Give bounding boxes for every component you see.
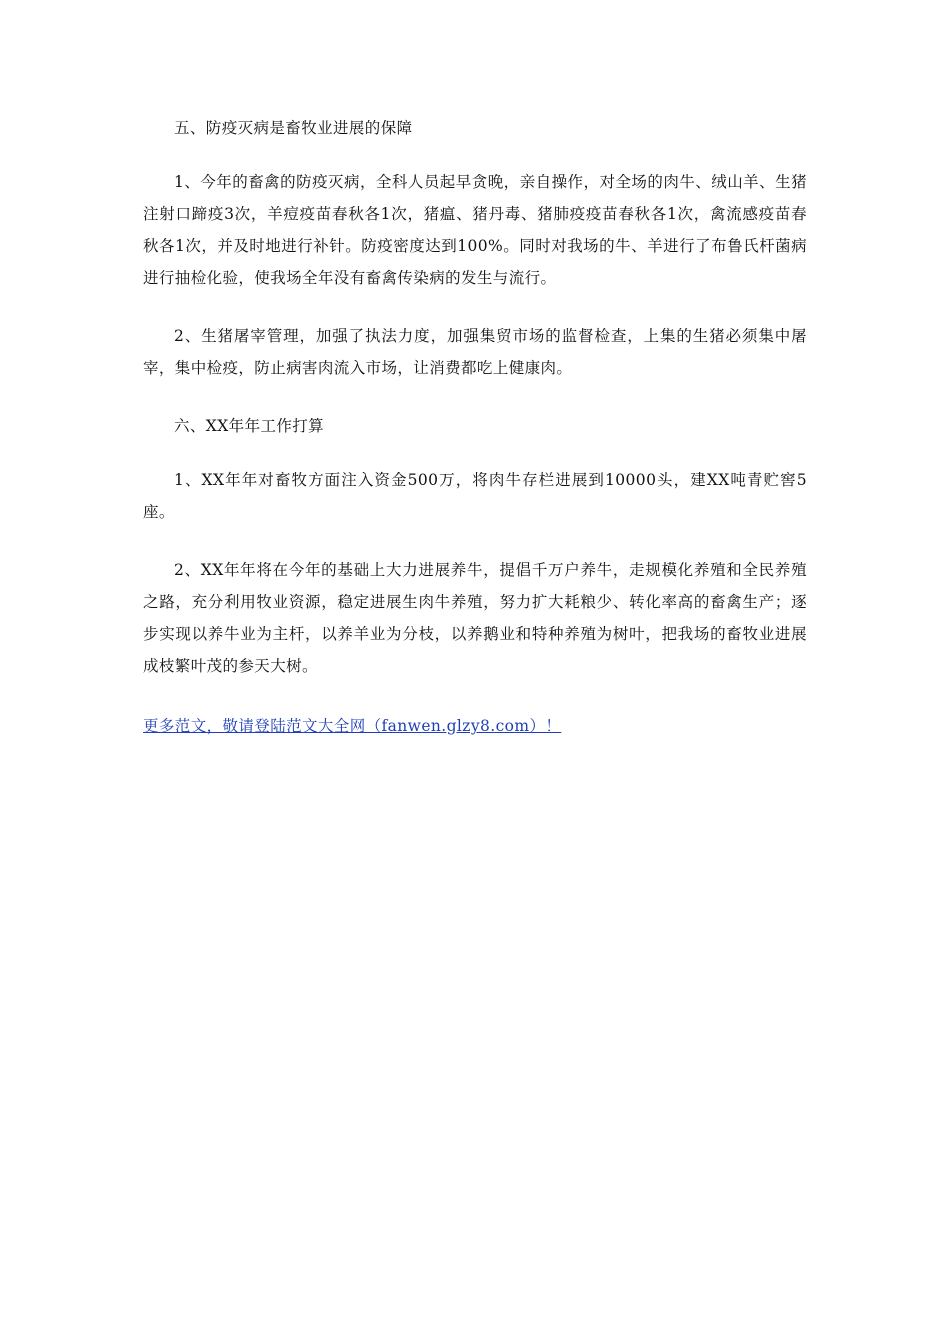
- paragraph-vaccination: 1、今年的畜禽的防疫灭病，全科人员起早贪晚，亲自操作，对全场的肉牛、绒山羊、生猪注射口蹄疫3次，羊痘疫苗春秋各1次，猪瘟、猪丹毒、猪肺疫疫苗春秋各1次，禽流感疫苗春秋各1次，并及时地进行补针。防疫密度达到100%。同时对我场的牛、羊进行了布鲁氏杆菌病进行抽检化验，使我场全年没有畜禽传染病的发生与流行。: [143, 173, 807, 287]
- section-heading-epidemic-prevention: 五、防疫灭病是畜牧业进展的保障: [174, 119, 413, 137]
- paragraph-cattle-development: 2、XX年年将在今年的基础上大力进展养牛，提倡千万户养牛，走规模化养殖和全民养殖之路，充分利用牧业资源，稳定进展生肉牛养殖，努力扩大耗粮少、转化率高的畜禽生产；逐步实现以养牛业为主杆，以养羊业为分枝，以养鹅业和特种养殖为树叶，把我场的畜牧业进展成枝繁叶茂的参天大树。: [143, 561, 807, 675]
- more-templates-link[interactable]: 更多范文，敬请登陆范文大全网（fanwen.glzy8.com）！: [143, 717, 562, 735]
- paragraph-investment-plan: 1、XX年年对畜牧方面注入资金500万，将肉牛存栏进展到10000头，建XX吨青贮窖5座。: [143, 471, 807, 521]
- section-heading-work-plan: 六、XX年年工作打算: [174, 417, 325, 435]
- document-page: [143, 112, 807, 738]
- paragraph-slaughter-management: 2、生猪屠宰管理，加强了执法力度，加强集贸市场的监督检查，上集的生猪必须集中屠宰，集中检疫，防止病害肉流入市场，让消费都吃上健康肉。: [143, 327, 807, 377]
